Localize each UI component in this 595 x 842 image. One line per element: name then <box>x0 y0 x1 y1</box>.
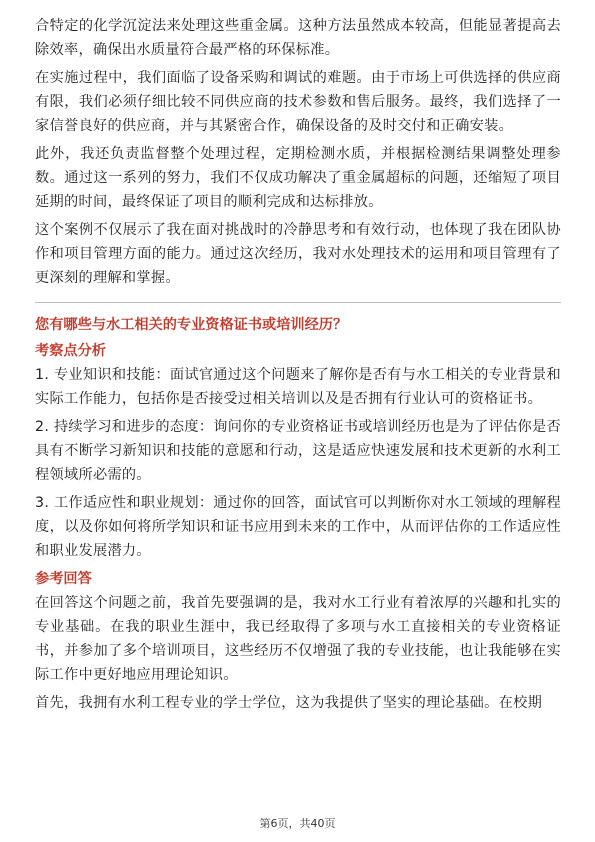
intro-paragraph: 这个案例不仅展示了我在面对挑战时的冷静思考和有效行动，也体现了我在团队协作和项目管理方面的能力。通过这次经历，我对水处理技术的运用和项目管理有了更深刻的理解和掌握。 <box>35 222 561 286</box>
reference-section <box>35 591 561 715</box>
section-divider <box>35 302 561 303</box>
analysis-list <box>35 363 561 563</box>
question-heading: 您有哪些与水工相关的专业资格证书或培训经历？ <box>35 317 348 333</box>
reference-paragraph: 首先，我拥有水利工程专业的学士学位，这为我提供了坚实的理论基础。在校期 <box>35 695 543 711</box>
reference-paragraph: 在回答这个问题之前，我首先要强调的是，我对水工行业有着浓厚的兴趣和扎实的专业基础。在我的职业生涯中，我已经取得了多项与水工直接相关的专业资格证书，并参加了多个培训项目，这些经历不仅增强了我的专业技能，也让我能够在实际工作中更好地应用理论知识。 <box>35 595 561 683</box>
intro-paragraph: 此外，我还负责监督整个处理过程，定期检测水质，并根据检测结果调整处理参数。通过这一系列的努力，我们不仅成功解决了重金属超标的问题，还缩短了项目延期的时间，最终保证了项目的顺利完成和达标排放。 <box>35 146 561 210</box>
analysis-item: 1. 专业知识和技能：面试官通过这个问题来了解你是否有与水工相关的专业背景和实际工作能力，包括你是否接受过相关培训以及是否拥有行业认可的资格证书。 <box>35 367 562 407</box>
document-page <box>35 14 561 719</box>
intro-paragraph: 合特定的化学沉淀法来处理这些重金属。这种方法虽然成本较高，但能显著提高去除效率，确保出水质量符合最严格的环保标准。 <box>35 18 561 58</box>
page-footer: 第6页，共40页 <box>259 817 336 830</box>
intro-section <box>35 14 561 290</box>
analysis-item: 2. 持续学习和进步的态度：询问你的专业资格证书或培训经历也是为了评估你是否具有不断学习新知识和技能的意愿和行动，这是适应快速发展和技术更新的水利工程领域所必需的。 <box>35 419 562 483</box>
analysis-title: 考察点分析 <box>35 343 106 359</box>
analysis-item: 3. 工作适应性和职业规划：通过你的回答，面试官可以判断你对水工领域的理解程度，以及你如何将所学知识和证书应用到未来的工作中，从而评估你的工作适应性和职业发展潜力。 <box>35 495 562 559</box>
intro-paragraph: 在实施过程中，我们面临了设备采购和调试的难题。由于市场上可供选择的供应商有限，我们必须仔细比较不同供应商的技术参数和售后服务。最终，我们选择了一家信誉良好的供应商，并与其紧密合作，确保设备的及时交付和正确安装。 <box>35 70 561 134</box>
reference-title: 参考回答 <box>35 571 92 587</box>
